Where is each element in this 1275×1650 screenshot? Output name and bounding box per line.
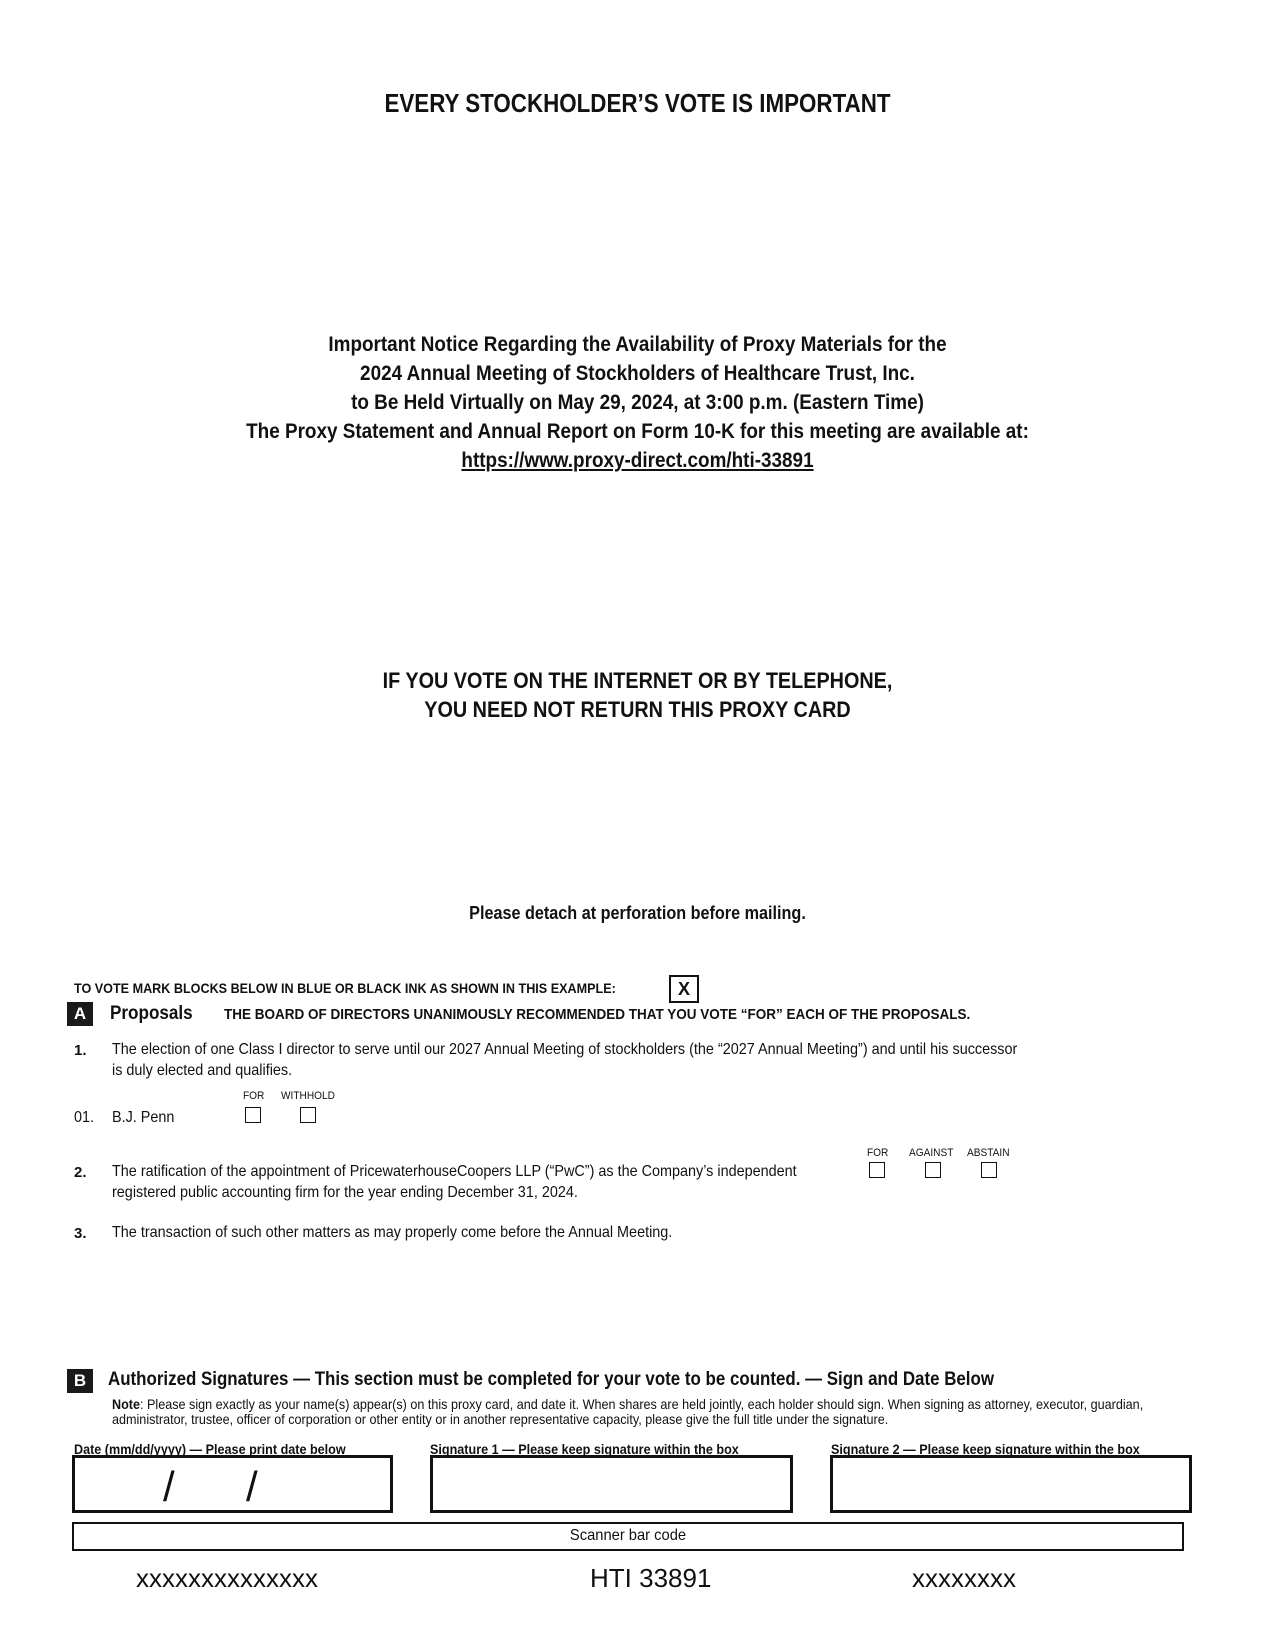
proposal-3-text: The transaction of such other matters as may properly come before the Annual Meeting. xyxy=(112,1224,673,1241)
nominee-number: 01. xyxy=(74,1109,95,1126)
notice-line-3: to Be Held Virtually on May 29, 2024, at 3:00 p.m. (Eastern Time) xyxy=(351,391,924,414)
vote-instruction: TO VOTE MARK BLOCKS BELOW IN BLUE OR BLACK INK AS SHOWN IN THIS EXAMPLE: xyxy=(74,980,616,996)
section-a-subtitle: THE BOARD OF DIRECTORS UNANIMOUSLY RECOMMENDED THAT YOU VOTE “FOR” EACH OF THE PROPOSALS. xyxy=(224,1006,971,1023)
proposal-2-text: The ratification of the appointment of PricewaterhouseCoopers LLP (“PwC”) as the Company’s independent registered public accounting firm for the year ending December 31, 2024. xyxy=(112,1163,797,1201)
proxy-materials-link[interactable]: https://www.proxy-direct.com/hti-33891 xyxy=(461,449,814,472)
barcode-code-center: HTI 33891 xyxy=(590,1563,712,1593)
proposal-1-text: The election of one Class I director to serve until our 2027 Annual Meeting of stockholders (the “2027 Annual Meeting”) and until his successor is duly elected and qualifies. xyxy=(112,1041,1018,1079)
nominee-name: B.J. Penn xyxy=(112,1109,175,1126)
barcode-code-left: xxxxxxxxxxxxxx xyxy=(136,1563,318,1593)
section-a-title: Proposals xyxy=(110,1003,193,1024)
scanner-bar-code-label: Scanner bar code xyxy=(569,1527,687,1544)
nominee-for-checkbox[interactable] xyxy=(245,1107,261,1123)
proposal-2-abstain-checkbox[interactable] xyxy=(981,1162,997,1178)
internet-vote-notice xyxy=(64,666,1212,724)
proposal-1-number: 1. xyxy=(74,1042,87,1059)
proposal-2-abstain-header: ABSTAIN xyxy=(967,1147,1010,1159)
notice-line-4: The Proxy Statement and Annual Report on Form 10-K for this meeting are available at: xyxy=(246,420,1029,443)
proposal-2-against-checkbox[interactable] xyxy=(925,1162,941,1178)
proposal-2-against-header: AGAINST xyxy=(909,1147,954,1159)
internet-notice-line-1: IF YOU VOTE ON THE INTERNET OR BY TELEPHONE, xyxy=(382,668,893,693)
proposal-1-for-header: FOR xyxy=(243,1090,265,1102)
signature-1-field[interactable] xyxy=(430,1455,793,1513)
date-field[interactable] xyxy=(72,1455,393,1513)
section-b-title: Authorized Signatures — This section must be completed for your vote to be counted. — Sign and Date Below xyxy=(108,1369,994,1390)
date-label: Date (mm/dd/yyyy) — Please print date below xyxy=(74,1441,346,1457)
example-mark-box: X xyxy=(669,975,699,1003)
nominee-withhold-checkbox[interactable] xyxy=(300,1107,316,1123)
page-title: EVERY STOCKHOLDER’S VOTE IS IMPORTANT xyxy=(384,88,891,118)
section-b-badge: B xyxy=(67,1369,93,1393)
proposal-2-for-header: FOR xyxy=(867,1147,889,1159)
proposal-2-number: 2. xyxy=(74,1164,87,1181)
section-a-badge: A xyxy=(67,1002,93,1026)
internet-notice-line-2: YOU NEED NOT RETURN THIS PROXY CARD xyxy=(424,697,851,722)
signature-2-label: Signature 2 — Please keep signature within the box xyxy=(831,1441,1140,1457)
note-label: Note xyxy=(112,1396,141,1412)
date-separator-2: / xyxy=(246,1463,258,1510)
proposal-2-for-checkbox[interactable] xyxy=(869,1162,885,1178)
signature-note xyxy=(112,1397,1183,1427)
barcode-code-right: xxxxxxxx xyxy=(912,1563,1016,1593)
signature-2-field[interactable] xyxy=(830,1455,1192,1513)
note-text: : Please sign exactly as your name(s) appear(s) on this proxy card, and date it. When shares are held jointly, each holder should sign. When signing as attorney, executor, guardian, administrator, trustee, officer of corporation or other entity or in another representative capacity, please give the full title under the signature. xyxy=(112,1396,1144,1427)
signature-1-label: Signature 1 — Please keep signature within the box xyxy=(430,1441,739,1457)
proposal-1-withhold-header: WITHHOLD xyxy=(281,1090,335,1102)
date-separator-1: / xyxy=(163,1463,175,1510)
notice-line-1: Important Notice Regarding the Availability of Proxy Materials for the xyxy=(328,333,947,356)
notice-line-2: 2024 Annual Meeting of Stockholders of Healthcare Trust, Inc. xyxy=(360,362,915,385)
proposal-3-number: 3. xyxy=(74,1225,87,1242)
detach-instruction: Please detach at perforation before mailing. xyxy=(469,903,806,923)
proxy-notice xyxy=(64,330,1212,475)
